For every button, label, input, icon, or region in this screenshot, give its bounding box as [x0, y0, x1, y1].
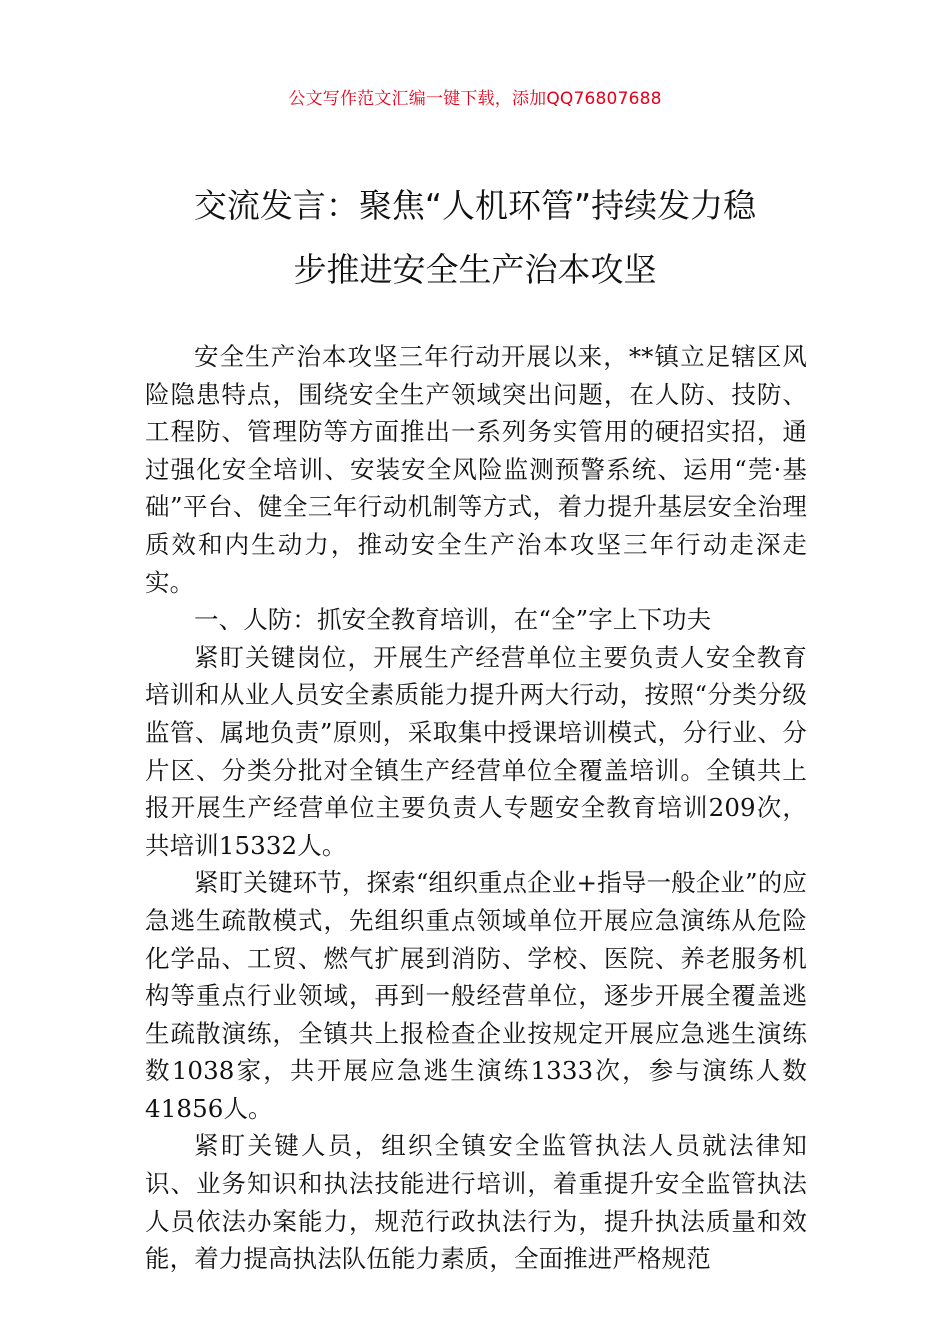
document-title [145, 174, 805, 302]
title-line-1: 交流发言：聚焦“人机环管”持续发力稳 [193, 186, 757, 225]
body-paragraph-key-posts: 紧盯关键岗位，开展生产经营单位主要负责人安全教育培训和从业人员安全素质能力提升两大行动，按照“分类分级监管、属地负责”原则，采取集中授课培训模式，分行业、分片区、分类分批对全镇生产经营单位全覆盖培训。全镇共上报开展生产经营单位主要负责人专题安全教育培训209次，共培训15332人。 [145, 642, 807, 860]
document-body [145, 338, 807, 1278]
header-note: 公文写作范文汇编一键下载，添加QQ76807688 [288, 89, 662, 109]
intro-paragraph: 安全生产治本攻坚三年行动开展以来，**镇立足辖区风险隐患特点，围绕安全生产领域突出问题，在人防、技防、工程防、管理防等方面推出一系列务实管用的硬招实招，通过强化安全培训、安装安全风险监测预警系统、运用“莞·基础”平台、健全三年行动机制等方式，着力提升基层安全治理质效和内生动力，推动安全生产治本攻坚三年行动走深走实。 [145, 342, 807, 597]
body-paragraph-key-personnel: 紧盯关键人员，组织全镇安全监管执法人员就法律知识、业务知识和执法技能进行培训，着重提升安全监管执法人员依法办案能力，规范行政执法行为，提升执法质量和效能，着力提高执法队伍能力素质，全面推进严格规范 [145, 1131, 807, 1274]
body-paragraph-key-links: 紧盯关键环节，探索“组织重点企业+指导一般企业”的应急逃生疏散模式，先组织重点领域单位开展应急演练从危险化学品、工贸、燃气扩展到消防、学校、医院、养老服务机构等重点行业领域，再到一般经营单位，逐步开展全覆盖逃生疏散演练，全镇共上报检查企业按规定开展应急逃生演练数1038家，共开展应急逃生演练1333次，参与演练人数41856人。 [145, 868, 807, 1123]
title-line-2: 步推进安全生产治本攻坚 [293, 250, 657, 289]
section-heading: 一、人防：抓安全教育培训，在“全”字上下功夫 [194, 605, 712, 635]
